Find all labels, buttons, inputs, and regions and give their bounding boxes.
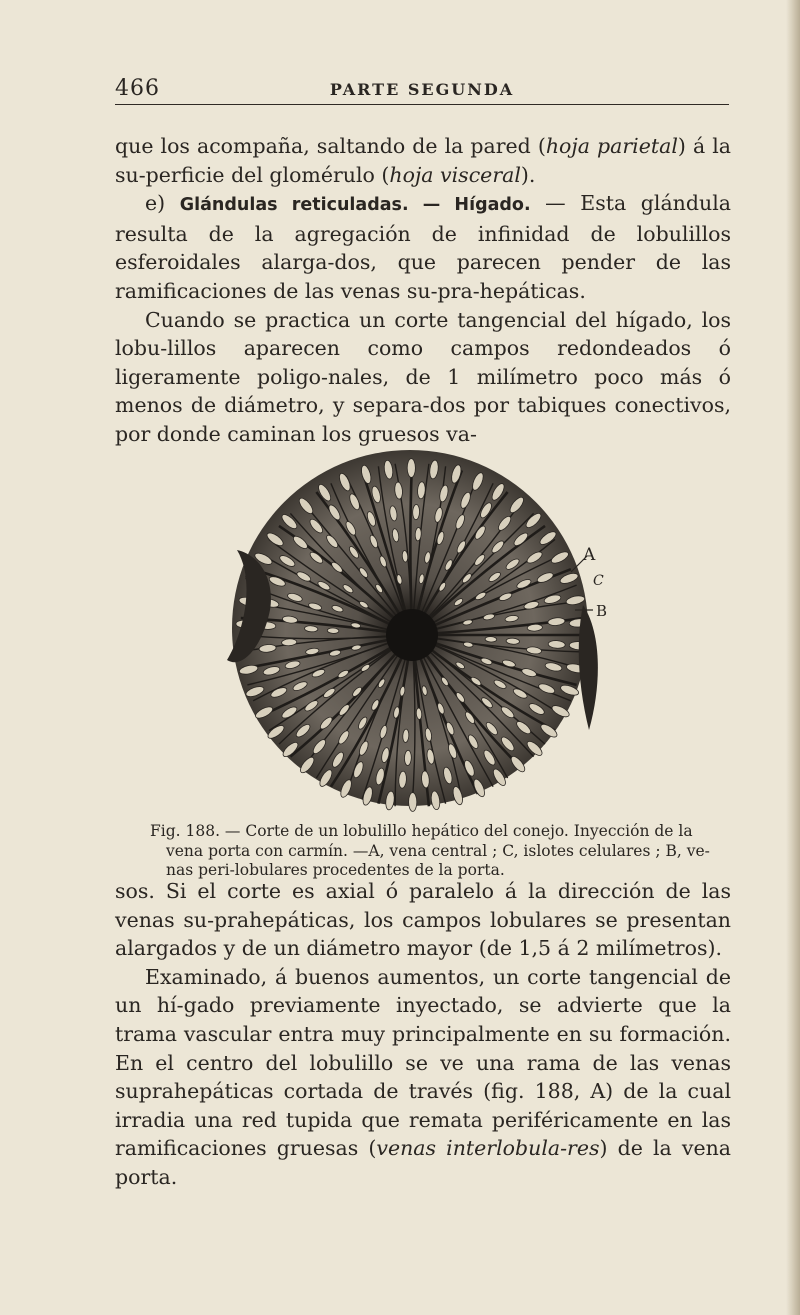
paragraph-2: e) Glándulas reticuladas. — Hígado. — Esta glándula resulta de la agregación de infinidad de lobulillos esferoidales alarga-dos, que parecen pender de las ramificaciones de las venas su-pra-hepáticas. [115, 191, 731, 303]
paragraph-5: Examinado, á buenos aumentos, un corte tangencial de un hí-gado previamente inyectado, se advierte que la trama vascular entra muy principalmente en su formación. En el centro del lobulillo se ve una rama de las venas suprahepáticas cortada de través (fig. 188, A) de la cual irradia una red tupida que remata periféricamente en las ramificaciones gruesas (venas interlobula-res) de la vena porta. [115, 964, 732, 1189]
caption-line-1: Fig. 188. — Corte de un lobulillo hepático del conejo. Inyección de la [150, 822, 693, 840]
cell-islet [327, 628, 339, 634]
cell-islet [409, 793, 417, 812]
figure-label-c: C [593, 573, 604, 589]
term-hoja-parietal: hoja parietal [545, 134, 678, 158]
term-hoja-visceral: hoja visceral [389, 162, 521, 187]
figure-label-a: A [583, 545, 596, 565]
text-block-upper [115, 132, 731, 449]
cell-islet [485, 636, 497, 642]
cell-islet [412, 504, 419, 519]
figure-caption [150, 822, 735, 881]
paragraph-3: Cuando se practica un corte tangencial del hígado, los lobu-lillos aparecen como campos redondeados ó ligeramente poligo-nales, de 1 milímetro poco más ó menos de diámetro, y separa-dos por tabiques conectivos, por donde caminan los gruesos va- [115, 307, 731, 446]
paragraph-4: sos. Si el corte es axial ó paralelo á la dirección de las venas su-prahepáticas, los campos lobulares se presentan alargados y de un diámetro mayor (de 1,5 á 2 milímetros). [115, 879, 731, 961]
peri-lobular-vein-right [579, 605, 598, 730]
paragraph-1: que los acompaña, saltando de la pared (hoja parietal) á la su-perficie del glomérulo (hoja visceral). [115, 134, 731, 187]
figure-label-b: B [596, 602, 608, 620]
cell-islet [407, 459, 415, 478]
liver-lobule-figure [215, 430, 615, 825]
page-number: 466 [115, 76, 160, 101]
caption-line-3: nas peri-lobulares procedentes de la porta. [166, 861, 505, 879]
running-head: PARTE SEGUNDA [329, 80, 515, 99]
book-spine-edge [786, 0, 800, 1315]
central-vein [386, 609, 438, 661]
section-heading: Glándulas reticuladas. — Hígado. [179, 195, 531, 216]
cell-islet [404, 750, 411, 765]
caption-line-2: vena porta con carmín. —A, vena central ; C, islotes celulares ; B, ve- [166, 841, 710, 860]
section-marker: e) [145, 191, 166, 216]
term-venas-interlobulares: venas interlobula-res [376, 1136, 600, 1161]
page-header [115, 70, 729, 105]
text-block-lower [115, 877, 731, 1192]
